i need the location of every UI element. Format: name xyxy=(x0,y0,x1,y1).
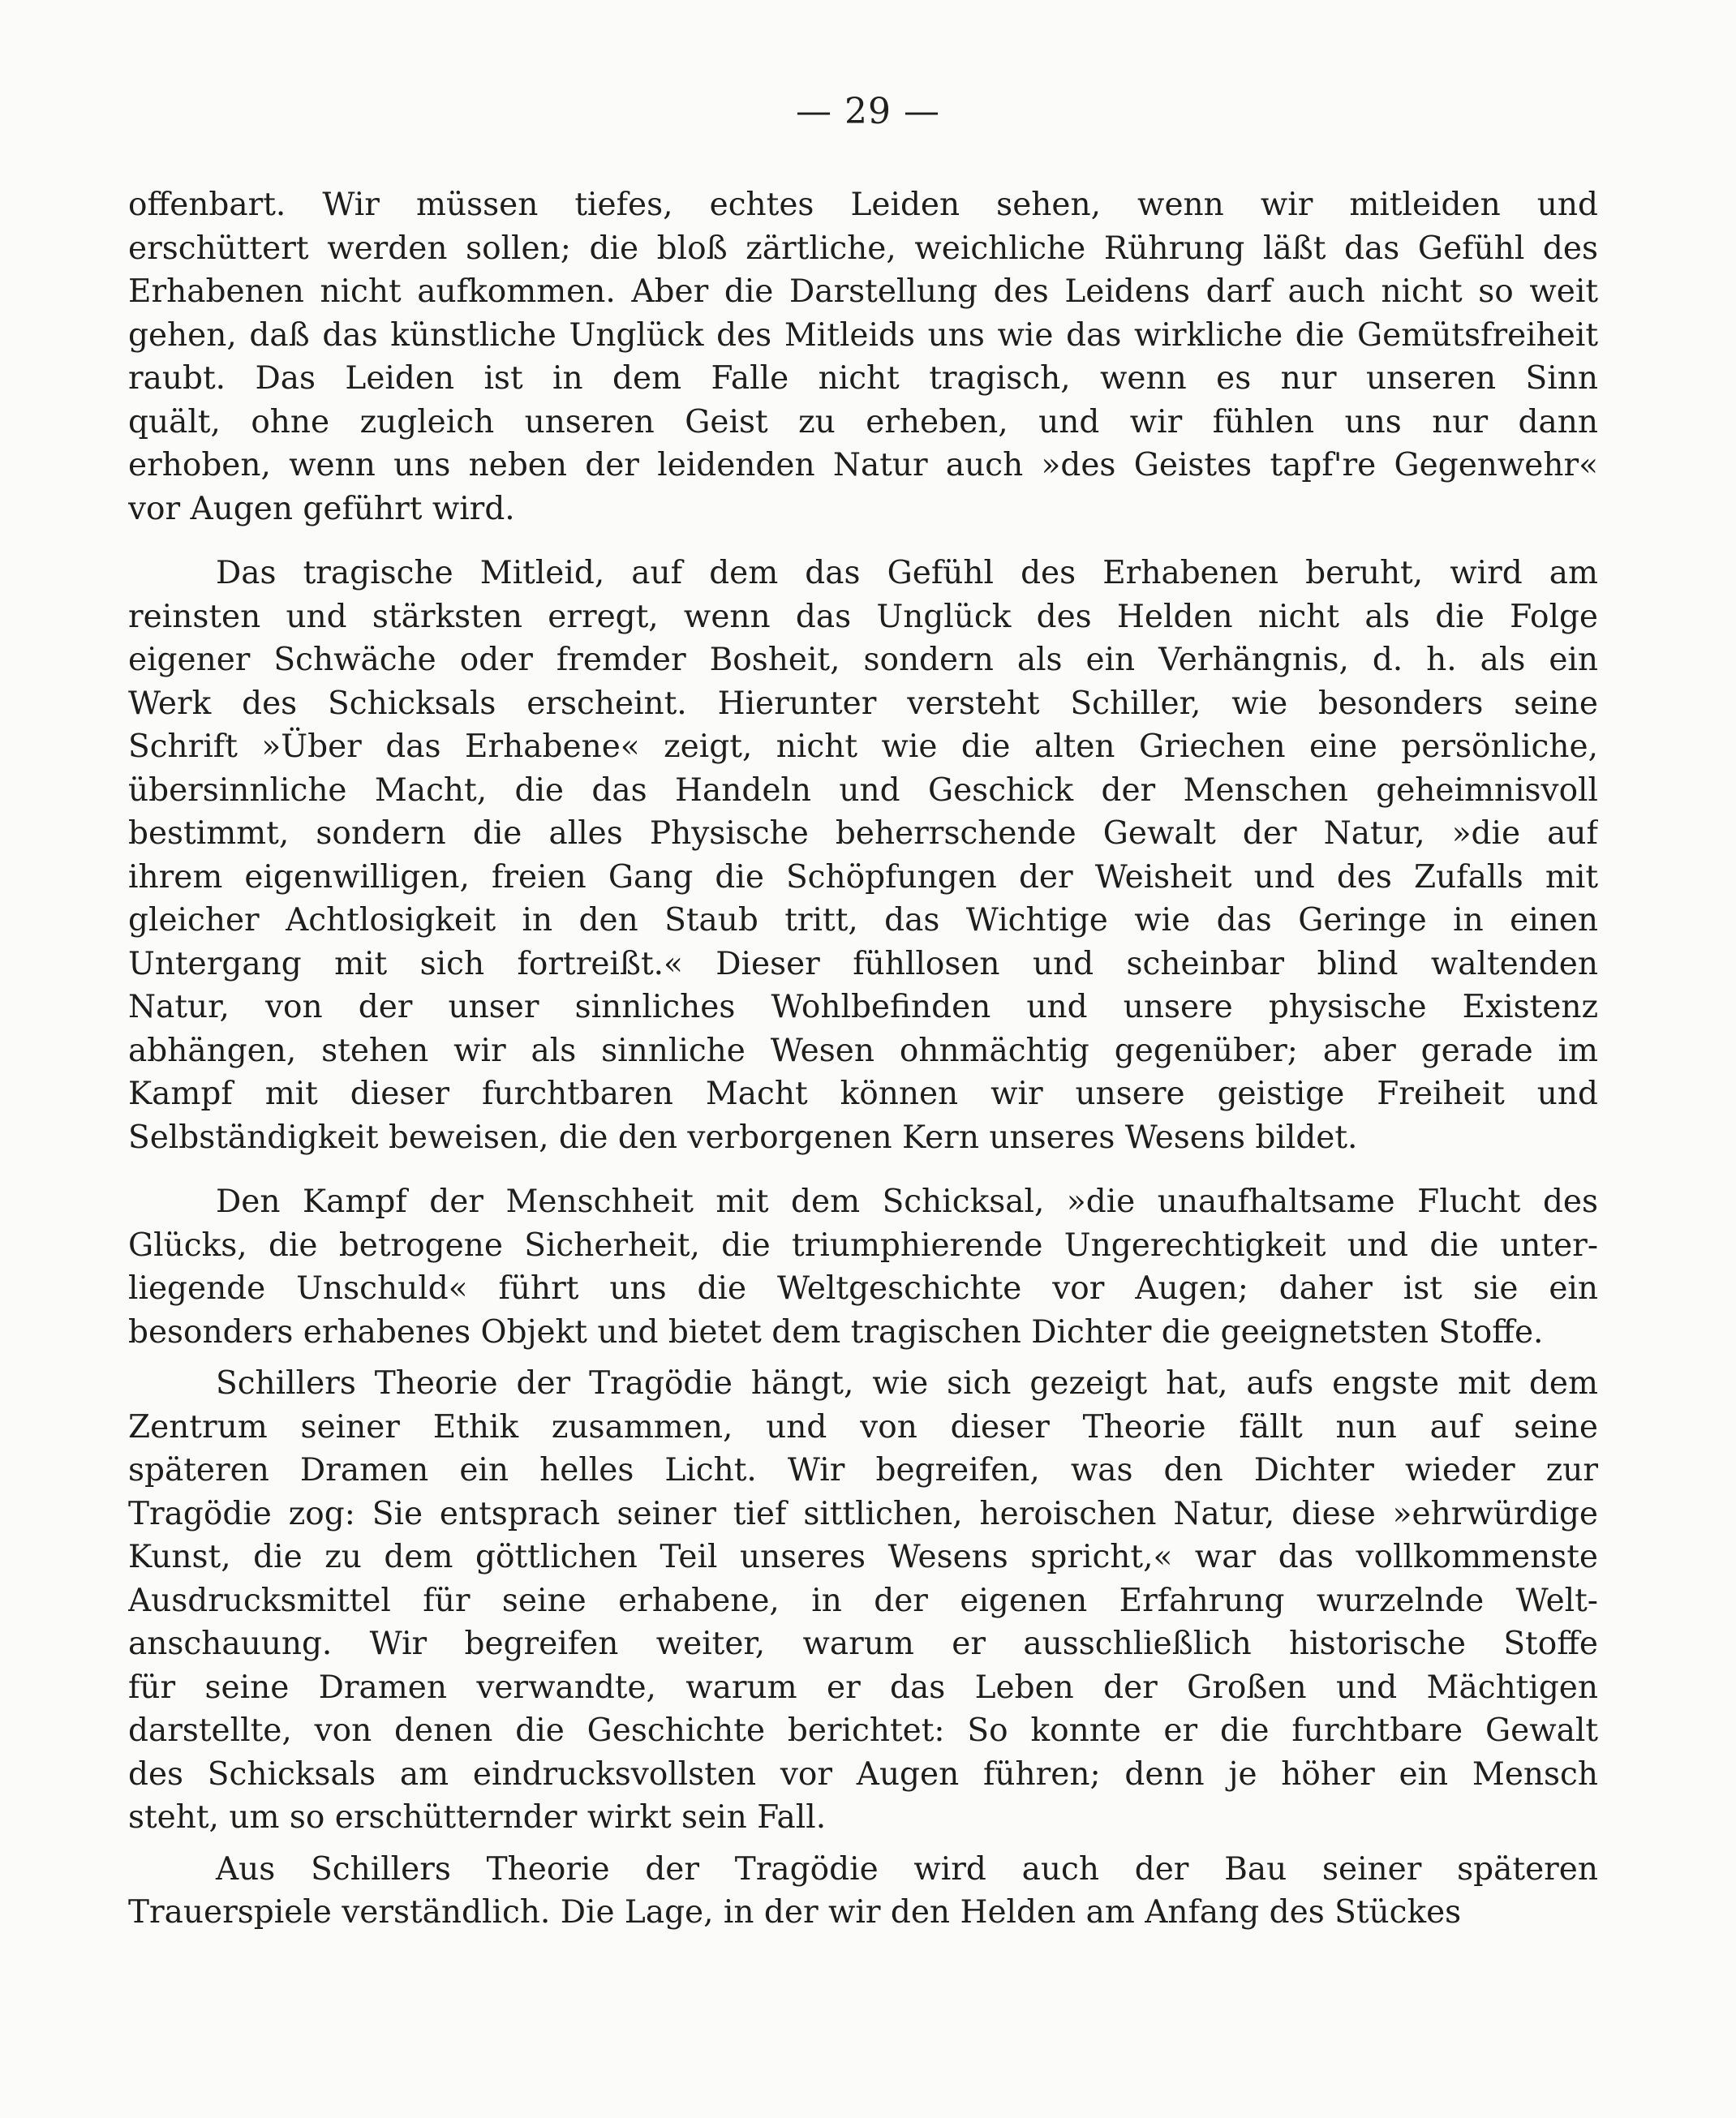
text-line: Glücks, die betrogene Sicherheit, die triumphierende Ungerechtigkeit und die unter- xyxy=(128,1227,1598,1264)
paragraph xyxy=(128,552,1598,1159)
text-line: Den Kampf der Menschheit mit dem Schicksal, »die unaufhaltsame Flucht des xyxy=(216,1184,1598,1220)
text-line: Werk des Schicksals erscheint. Hierunter versteht Schiller, wie besonders seine xyxy=(128,685,1598,722)
text-line: Erhabenen nicht aufkommen. Aber die Darstellung des Leidens darf auch nicht so weit xyxy=(128,273,1598,310)
text-line: Schillers Theorie der Tragödie hängt, wie sich gezeigt hat, aufs engste mit dem xyxy=(216,1365,1598,1402)
text-line: Trauerspiele verständlich. Die Lage, in der wir den Helden am Anfang des Stückes xyxy=(128,1894,1462,1931)
paragraph xyxy=(128,1362,1598,1840)
text-line: Selbständigkeit beweisen, die den verborgenen Kern unseres Wesens bildet. xyxy=(128,1119,1358,1156)
text-line: raubt. Das Leiden ist in dem Falle nicht tragisch, wenn es nur unseren Sinn xyxy=(128,360,1598,397)
text-line: Natur, von der unser sinnliches Wohlbefinden und unsere physische Existenz xyxy=(128,989,1598,1025)
text-line: abhängen, stehen wir als sinnliche Wesen ohnmächtig gegenüber; aber gerade im xyxy=(128,1032,1598,1069)
text-line: Kunst, die zu dem göttlichen Teil unseres Wesens spricht,« war das vollkommenste xyxy=(128,1539,1598,1575)
text-line: darstellte, von denen die Geschichte berichtet: So konnte er die furchtbare Gewalt xyxy=(128,1712,1598,1749)
paragraph xyxy=(128,183,1598,531)
text-line: gleicher Achtlosigkeit in den Staub tritt, das Wichtige wie das Geringe in einen xyxy=(128,902,1598,939)
page-number: — 29 — xyxy=(796,91,940,132)
text-line: erschüttert werden sollen; die bloß zärtliche, weichliche Rührung läßt das Gefühl des xyxy=(128,230,1598,267)
text-line: des Schicksals am eindrucksvollsten vor Augen führen; denn je höher ein Mensch xyxy=(128,1755,1598,1793)
text-line: bestimmt, sondern die alles Physische beherrschende Gewalt der Natur, »die auf xyxy=(128,815,1598,852)
text-line: späteren Dramen ein helles Licht. Wir begreifen, was den Dichter wieder zur xyxy=(128,1452,1598,1489)
text-line: erhoben, wenn uns neben der leidenden Natur auch »des Geistes tapf're Gegenwehr« xyxy=(128,447,1598,483)
text-line: übersinnliche Macht, die das Handeln und Geschick der Menschen geheimnisvoll xyxy=(128,771,1598,809)
text-line: Tragödie zog: Sie entsprach seiner tief sittlichen, heroischen Natur, diese »ehrwürdige xyxy=(128,1495,1598,1532)
text-line: Zentrum seiner Ethik zusammen, und von dieser Theorie fällt nun auf seine xyxy=(128,1408,1598,1446)
text-line: ihrem eigenwilligen, freien Gang die Schöpfungen der Weisheit und des Zufalls mit xyxy=(128,858,1598,896)
text-line: gehen, daß das künstliche Unglück des Mitleids uns wie das wirkliche die Gemütsfreiheit xyxy=(128,316,1598,354)
text-line: liegende Unschuld« führt uns die Weltgeschichte vor Augen; daher ist sie ein xyxy=(128,1270,1598,1307)
body-text xyxy=(128,183,1598,1935)
text-line: besonders erhabenes Objekt und bietet dem tragischen Dichter die geeignetsten Stoffe. xyxy=(128,1313,1544,1351)
text-line: vor Augen geführt wird. xyxy=(128,490,515,527)
text-line: quält, ohne zugleich unseren Geist zu erheben, und wir fühlen uns nur dann xyxy=(128,403,1598,440)
paragraph xyxy=(128,1180,1598,1354)
text-line: Das tragische Mitleid, auf dem das Gefühl des Erhabenen beruht, wird am xyxy=(216,555,1598,591)
text-line: anschauung. Wir begreifen weiter, warum er ausschließlich historische Stoffe xyxy=(128,1626,1598,1662)
text-line: steht, um so erschütternder wirkt sein Fall. xyxy=(128,1799,827,1836)
paragraph xyxy=(128,1848,1598,1935)
text-line: Aus Schillers Theorie der Tragödie wird auch der Bau seiner späteren xyxy=(216,1850,1598,1888)
text-line: reinsten und stärksten erregt, wenn das Unglück des Helden nicht als die Folge xyxy=(128,598,1598,635)
text-line: Untergang mit sich fortreißt.« Dieser fühllosen und scheinbar blind waltenden xyxy=(128,945,1598,982)
text-line: Kampf mit dieser furchtbaren Macht können wir unsere geistige Freiheit und xyxy=(128,1076,1598,1112)
text-line: Ausdrucksmittel für seine erhabene, in der eigenen Erfahrung wurzelnde Welt- xyxy=(128,1582,1598,1619)
text-line: für seine Dramen verwandte, warum er das Leben der Großen und Mächtigen xyxy=(128,1669,1598,1706)
text-line: Schrift »Über das Erhabene« zeigt, nicht wie die alten Griechen eine persönliche, xyxy=(128,728,1598,765)
text-line: eigener Schwäche oder fremder Bosheit, sondern als ein Verhängnis, d. h. als ein xyxy=(128,642,1598,678)
text-line: offenbart. Wir müssen tiefes, echtes Leiden sehen, wenn wir mitleiden und xyxy=(128,187,1598,223)
